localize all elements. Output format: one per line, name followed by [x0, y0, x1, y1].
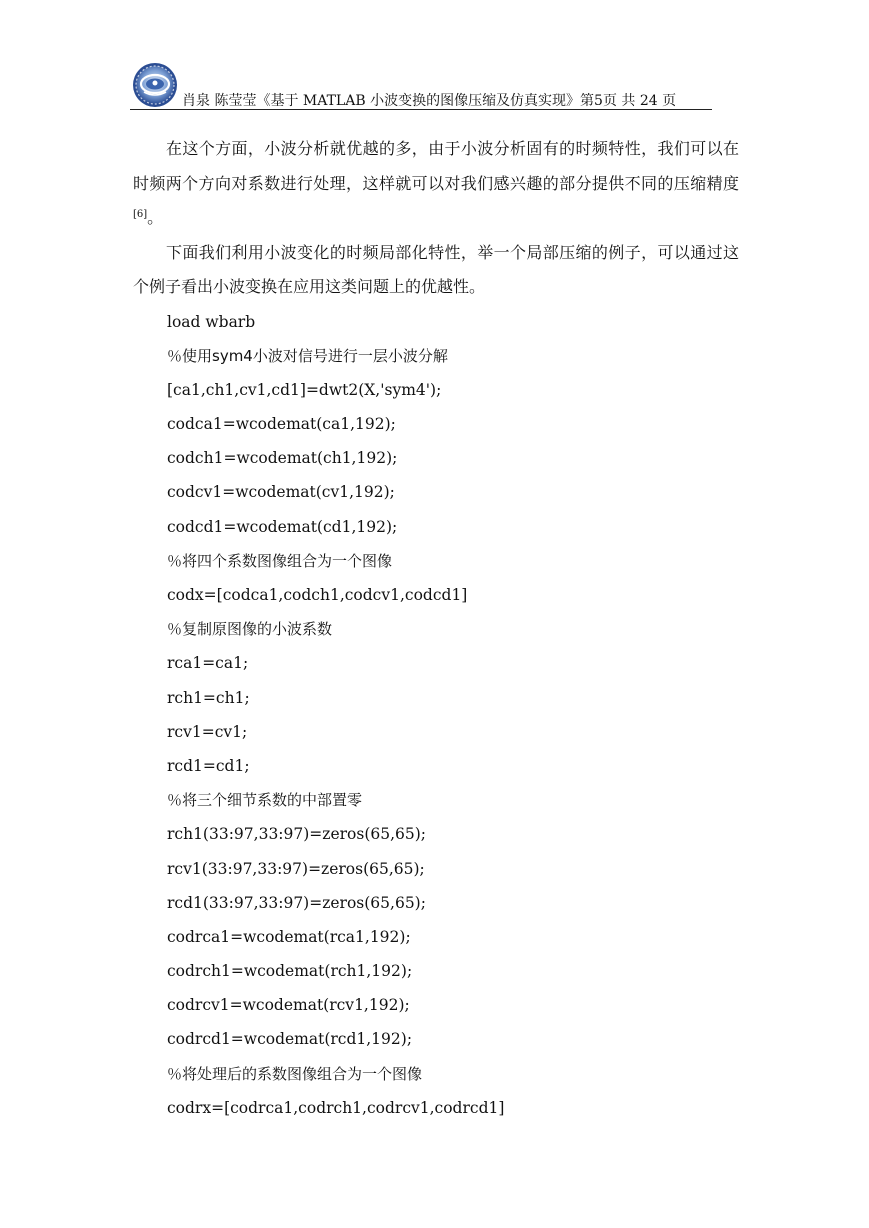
page-content [133, 132, 739, 1125]
code-line: codcd1=wcodemat(cd1,192); [167, 517, 398, 536]
code-line: codrca1=wcodemat(rca1,192); [167, 927, 411, 946]
university-logo-icon [132, 62, 178, 108]
code-line: load wbarb [167, 312, 256, 331]
code-line: rca1=ca1; [167, 654, 249, 673]
code-block [133, 305, 739, 1126]
code-line: codca1=wcodemat(ca1,192); [167, 415, 396, 434]
code-line: rcd1(33:97,33:97)=zeros(65,65); [167, 893, 426, 912]
code-line: codrch1=wcodemat(rch1,192); [167, 962, 413, 981]
code-line: codx=[codca1,codch1,codcv1,codcd1] [167, 586, 468, 604]
code-line: rch1=ch1; [167, 688, 250, 707]
code-line: codrcd1=wcodemat(rcd1,192); [167, 1030, 413, 1049]
code-line: rch1(33:97,33:97)=zeros(65,65); [167, 825, 427, 844]
citation-6: [6] [133, 209, 148, 220]
code-comment: ％使用sym4小波对信号进行一层小波分解 [167, 346, 448, 365]
code-line: codrx=[codrca1,codrch1,codrcv1,codrcd1] [167, 1098, 505, 1117]
paragraph-1-end: 。 [147, 208, 164, 227]
code-comment: ％复制原图像的小波系数 [167, 620, 333, 639]
code-line: [ca1,ch1,cv1,cd1]=dwt2(X,'sym4'); [167, 380, 442, 399]
page-header [130, 62, 712, 110]
header-divider [130, 109, 712, 110]
header-title: 肖泉 陈莹莹《基于 MATLAB 小波变换的图像压缩及仿真实现》第5页 共 24 页 [182, 93, 677, 109]
code-line: rcv1=cv1; [167, 722, 248, 741]
paragraph-2: 下面我们利用小波变化的时频局部化特性，举一个局部压缩的例子，可以通过这个例子看出小波变换在应用这类问题上的优越性。 [133, 242, 739, 296]
code-line: codcv1=wcodemat(cv1,192); [167, 483, 395, 502]
code-comment: ％将处理后的系数图像组合为一个图像 [167, 1064, 423, 1083]
paragraph-1 [133, 132, 739, 236]
code-line: rcd1=cd1; [167, 756, 250, 775]
paragraph-1-text: 在这个方面，小波分析就优越的多，由于小波分析固有的时频特性，我们可以在时频两个方向对系数进行处理，这样就可以对我们感兴趣的部分提供不同的压缩精度 [133, 139, 739, 193]
code-comment: ％将三个细节系数的中部置零 [167, 791, 363, 810]
code-line: rcv1(33:97,33:97)=zeros(65,65); [167, 859, 425, 878]
code-line: codch1=wcodemat(ch1,192); [167, 449, 398, 468]
code-comment: ％将四个系数图像组合为一个图像 [167, 551, 393, 570]
code-line: codrcv1=wcodemat(rcv1,192); [167, 996, 410, 1015]
